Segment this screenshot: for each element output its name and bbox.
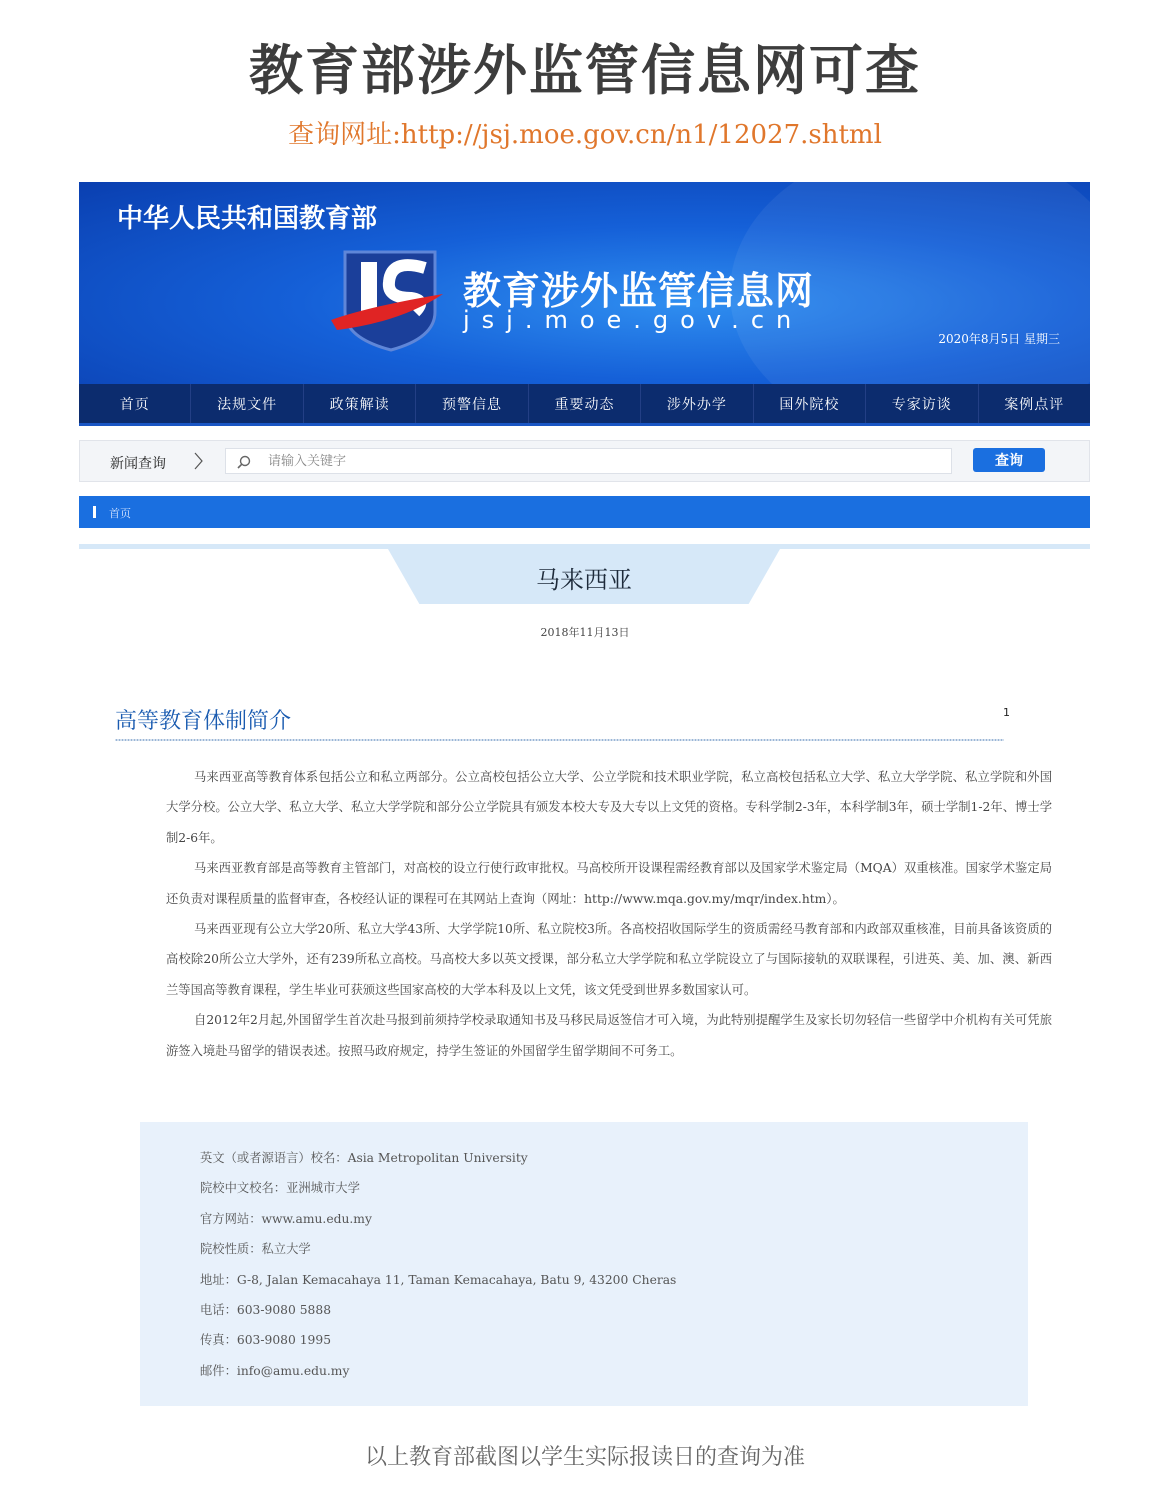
nav-item-regulations[interactable]: 法规文件: [191, 384, 303, 423]
breadcrumb-home-link[interactable]: 首页: [109, 507, 131, 520]
nav-item-foreign-schools[interactable]: 国外院校: [754, 384, 866, 423]
ministry-name: 中华人民共和国教育部: [117, 204, 378, 234]
nav-item-news[interactable]: 重要动态: [529, 384, 641, 423]
search-button[interactable]: 查询: [973, 448, 1045, 472]
info-address: 地址：G-8, Jalan Kemacahaya 11, Taman Kemacahaya, Batu 9, 43200 Cheras: [200, 1272, 677, 1287]
paragraph: 马来西亚高等教育体系包括公立和私立两部分。公立高校包括公立大学、公立学院和技术职业学院，私立高校包括私立大学、私立大学学院、私立学院和外国大学分校。公立大学、私立大学、私立大学学院和部分公立学院具有颁发本校大专及大专以上文凭的资格。专科学制2-3年，本科学制3年，硕士学制1-2年、博士学制2-6年。: [166, 770, 1052, 845]
nav-item-foreign-programs[interactable]: 涉外办学: [641, 384, 753, 423]
paragraph: 马来西亚教育部是高等教育主管部门，对高校的设立行使行政审批权。马高校所开设课程需经教育部以及国家学术鉴定局（MQA）双重核准。国家学术鉴定局还负责对课程质量的监督审查，各校经认证的课程可在其网站上查询（网址：http://www.mqa.gov.my/mqr/index.htm）。: [166, 861, 1052, 906]
info-email: 邮件：info@amu.edu.my: [200, 1363, 350, 1378]
page-number: 1: [1003, 706, 1010, 719]
nav-item-home[interactable]: 首页: [79, 384, 191, 423]
article-date: 2018年11月13日: [540, 626, 630, 639]
chevron-right-icon: [193, 451, 205, 471]
info-school-type: 院校性质：私立大学: [200, 1242, 311, 1257]
footer-note: 以上教育部截图以学生实际报读日的查询为准: [364, 1445, 805, 1470]
poster-title: 教育部涉外监管信息网可查: [249, 39, 921, 102]
info-website: 官方网站：www.amu.edu.my: [200, 1211, 372, 1226]
school-info-box: [140, 1122, 1028, 1406]
search-icon: [236, 454, 252, 470]
info-phone: 电话：603-9080 5888: [200, 1302, 332, 1317]
nav-item-interviews[interactable]: 专家访谈: [866, 384, 978, 423]
site-name: 教育涉外监管信息网: [463, 268, 815, 313]
article-title: 马来西亚: [536, 566, 632, 594]
school-info-list: [200, 1146, 676, 1389]
main-nav: [79, 384, 1090, 426]
section-heading: 高等教育体制简介: [115, 709, 292, 734]
search-label: 新闻查询: [110, 456, 166, 472]
info-english-name: 英文（或者源语言）校名：Asia Metropolitan University: [200, 1151, 528, 1165]
info-chinese-name: 院校中文校名：亚洲城市大学: [200, 1181, 360, 1196]
site-banner: [79, 182, 1090, 384]
search-field: [225, 448, 952, 474]
nav-item-policy[interactable]: 政策解读: [304, 384, 416, 423]
dotted-divider: [115, 738, 1004, 742]
breadcrumb: [79, 496, 1090, 528]
current-date: 2020年8月5日 星期三: [938, 332, 1060, 346]
news-search-bar: [79, 440, 1090, 482]
nav-item-cases[interactable]: 案例点评: [1004, 396, 1065, 413]
search-input[interactable]: [268, 449, 938, 473]
article-body: [166, 762, 1052, 1066]
logo-emblem[interactable]: [331, 248, 447, 352]
info-fax: 传真：603-9080 1995: [200, 1333, 332, 1348]
paragraph: 自2012年2月起,外国留学生首次赴马报到前须持学校录取通知书及马移民局返签信才可入境，为此特别提醒学生及家长切勿轻信一些留学中介机构有关可凭旅游签入境赴马留学的错误表述。按照马政府规定，持学生签证的外国留学生留学期间不可务工。: [166, 1013, 1052, 1058]
breadcrumb-marker: [93, 506, 96, 518]
query-url: 查询网址:http://jsj.moe.gov.cn/n1/12027.shtml: [288, 120, 882, 150]
nav-item-warnings[interactable]: 预警信息: [416, 384, 528, 423]
site-domain: jsj.moe.gov.cn: [463, 306, 804, 334]
paragraph: 马来西亚现有公立大学20所、私立大学43所、大学学院10所、私立院校3所。各高校招收国际学生的资质需经马教育部和内政部双重核准，目前具备该资质的高校除20所公立大学外，还有239所私立高校。马高校大多以英文授课，部分私立大学学院和私立学院设立了与国际接轨的双联课程，引进英、美、加、澳、新西兰等国高等教育课程，学生毕业可获颁这些国家高校的大学本科及以上文凭，该文凭受到世界多数国家认可。: [166, 922, 1052, 997]
title-divider: [79, 544, 1090, 549]
